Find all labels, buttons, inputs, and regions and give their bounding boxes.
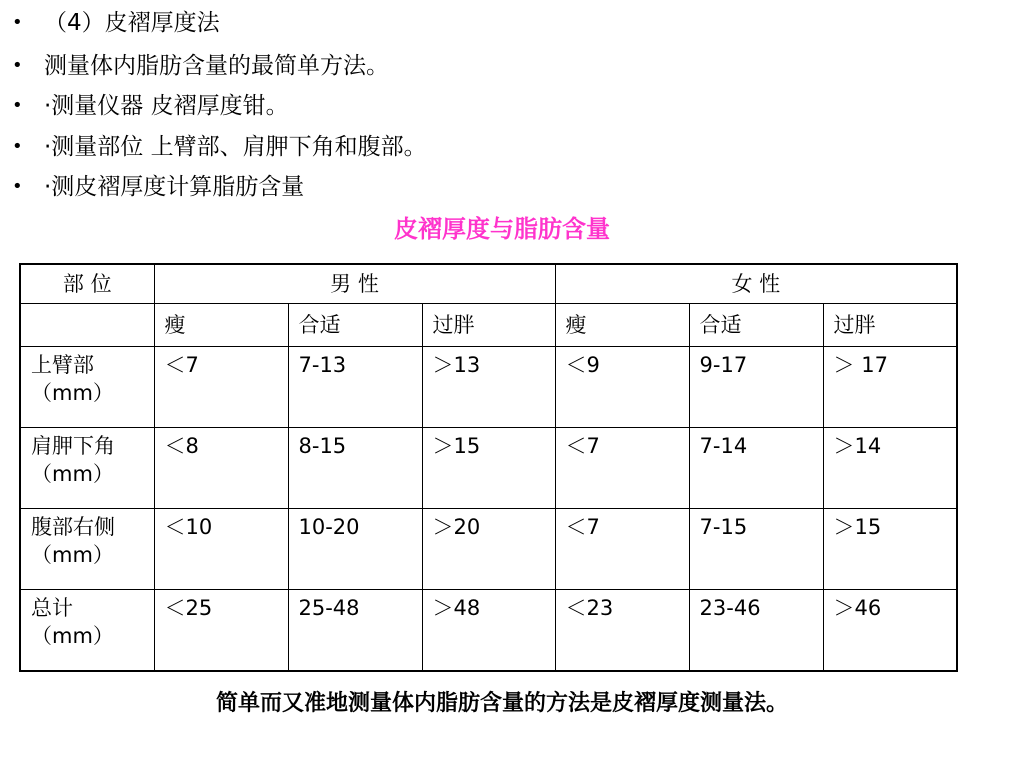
male-fat-value: ＞15 bbox=[422, 428, 555, 509]
bullet-item bbox=[0, 167, 1000, 207]
footer-note: 简单而又准地测量体内脂肪含量的方法是皮褶厚度测量法。 bbox=[215, 691, 788, 716]
bullet-item bbox=[0, 127, 1000, 167]
male-thin-value: ＜7 bbox=[154, 347, 288, 428]
row-part-unit: （mm） bbox=[31, 543, 114, 567]
female-fat-value: ＞ 17 bbox=[823, 347, 957, 428]
table-row bbox=[20, 509, 957, 590]
table-header-row bbox=[20, 264, 957, 304]
row-part-cell bbox=[20, 347, 154, 428]
subheader-male-thin: 瘦 bbox=[154, 304, 288, 347]
male-fat-value: ＞13 bbox=[422, 347, 555, 428]
bullet-text: ·测皮褶厚度计算脂肪含量 bbox=[44, 174, 305, 200]
female-normal-value: 23-46 bbox=[689, 590, 823, 672]
header-male: 男 性 bbox=[154, 264, 555, 304]
subheader-blank bbox=[20, 304, 154, 347]
row-part-cell bbox=[20, 590, 154, 672]
subheader-male-normal: 合适 bbox=[288, 304, 422, 347]
male-fat-value: ＞20 bbox=[422, 509, 555, 590]
row-part-unit: （mm） bbox=[31, 462, 114, 486]
female-fat-value: ＞46 bbox=[823, 590, 957, 672]
male-normal-value: 7-13 bbox=[288, 347, 422, 428]
bullet-dot: • bbox=[12, 136, 23, 157]
table-row bbox=[20, 347, 957, 428]
female-thin-value: ＜9 bbox=[555, 347, 689, 428]
female-thin-value: ＜7 bbox=[555, 509, 689, 590]
table-title: 皮褶厚度与脂肪含量 bbox=[394, 215, 610, 243]
male-normal-value: 10-20 bbox=[288, 509, 422, 590]
female-thin-value: ＜23 bbox=[555, 590, 689, 672]
skinfold-fat-table bbox=[19, 263, 958, 672]
bullet-item bbox=[0, 3, 1000, 43]
bullet-text: 测量体内脂肪含量的最简单方法。 bbox=[44, 53, 389, 79]
bullet-text: ·测量部位 上臂部、肩胛下角和腹部。 bbox=[44, 134, 427, 160]
table-row bbox=[20, 428, 957, 509]
bullet-item bbox=[0, 46, 1000, 86]
row-part-cell bbox=[20, 509, 154, 590]
subheader-female-fat: 过胖 bbox=[823, 304, 957, 347]
row-part-label: 总计 bbox=[31, 596, 73, 620]
bullet-text: ·测量仪器 皮褶厚度钳。 bbox=[44, 93, 289, 119]
bullet-dot: • bbox=[12, 95, 23, 116]
bullet-dot: • bbox=[12, 55, 23, 76]
male-thin-value: ＜25 bbox=[154, 590, 288, 672]
bullet-text: （4）皮褶厚度法 bbox=[44, 10, 220, 36]
row-part-unit: （mm） bbox=[31, 381, 114, 405]
row-part-label: 上臂部 bbox=[31, 353, 94, 377]
header-female: 女 性 bbox=[555, 264, 957, 304]
row-part-label: 腹部右侧 bbox=[31, 515, 115, 539]
female-normal-value: 7-15 bbox=[689, 509, 823, 590]
female-thin-value: ＜7 bbox=[555, 428, 689, 509]
male-thin-value: ＜10 bbox=[154, 509, 288, 590]
row-part-unit: （mm） bbox=[31, 624, 114, 648]
row-part-cell bbox=[20, 428, 154, 509]
table-row bbox=[20, 590, 957, 672]
female-fat-value: ＞15 bbox=[823, 509, 957, 590]
subheader-male-fat: 过胖 bbox=[422, 304, 555, 347]
bullet-dot: • bbox=[12, 12, 23, 33]
header-part: 部 位 bbox=[20, 264, 154, 304]
subheader-female-thin: 瘦 bbox=[555, 304, 689, 347]
male-thin-value: ＜8 bbox=[154, 428, 288, 509]
row-part-label: 肩胛下角 bbox=[31, 434, 115, 458]
bullet-dot: • bbox=[12, 176, 23, 197]
table-subheader-row bbox=[20, 304, 957, 347]
female-fat-value: ＞14 bbox=[823, 428, 957, 509]
male-fat-value: ＞48 bbox=[422, 590, 555, 672]
subheader-female-normal: 合适 bbox=[689, 304, 823, 347]
female-normal-value: 9-17 bbox=[689, 347, 823, 428]
male-normal-value: 25-48 bbox=[288, 590, 422, 672]
female-normal-value: 7-14 bbox=[689, 428, 823, 509]
bullet-item bbox=[0, 86, 1000, 126]
male-normal-value: 8-15 bbox=[288, 428, 422, 509]
